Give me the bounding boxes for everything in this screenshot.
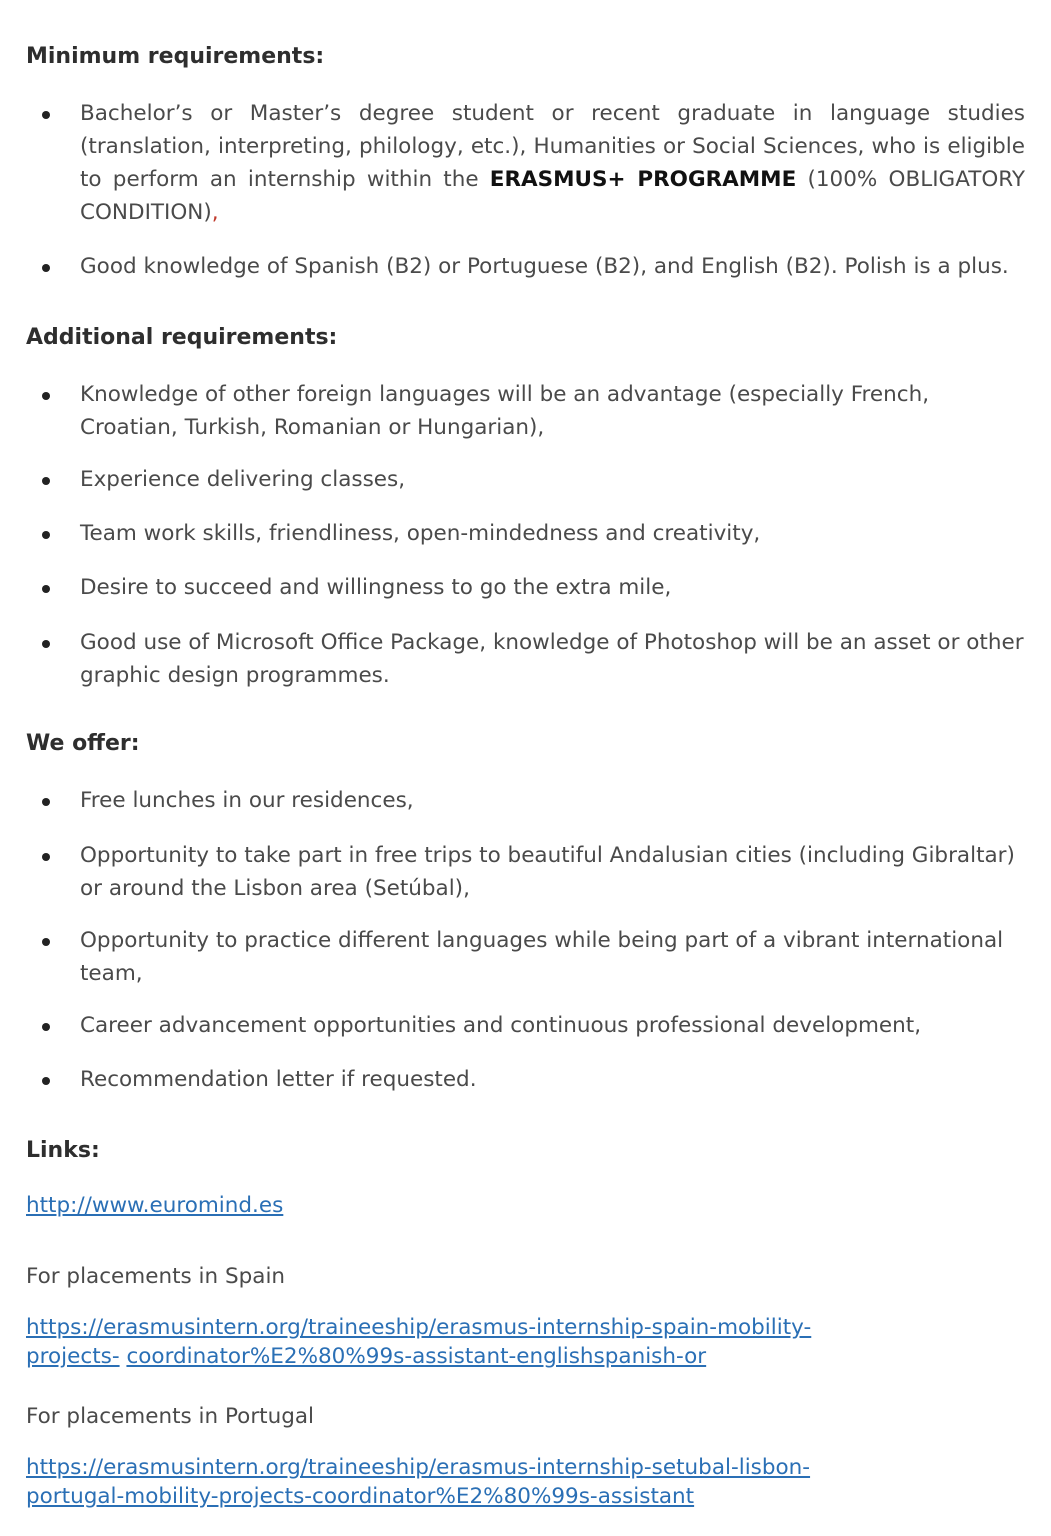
bullet-dot [42,531,50,539]
bullet-dot [42,640,50,648]
portugal-placement-link-line2[interactable]: portugal-mobility-projects-coordinator%E2%80%99s-assistant [26,1484,695,1509]
bullet-dot [42,1023,50,1031]
item-text-cont: (100% OBLIGATORY CONDITION) [80,167,1025,225]
bullet-dot [42,477,50,485]
bullet-dot [42,798,50,806]
minimum-requirements-heading: Minimum requirements: [26,44,325,69]
item-text: Bachelor’s or Master’s degree student or recent graduate in language studies (translation, interpreting, philology, etc.), Humanities or Social Sciences, who is eligible to perform an internship within the [80,101,1025,192]
list-item-erasmus-eligibility [80,97,1025,229]
bullet-dot [42,585,50,593]
list-item-team-work: Team work skills, friendliness, open-mindedness and creativity, [80,521,761,546]
list-item-foreign-languages: Knowledge of other foreign languages will be an advantage (especially French, Croatian, Turkish, Romanian or Hungarian), [80,382,930,440]
list-item-free-lunches: Free lunches in our residences, [80,788,414,813]
list-item-language-knowledge: Good knowledge of Spanish (B2) or Portuguese (B2), and English (B2). Polish is a plus. [80,254,1009,279]
bullet-dot [42,264,50,272]
portugal-placements-label: For placements in Portugal [26,1404,315,1429]
we-offer-heading: We offer: [26,731,140,756]
list-item-desire: Desire to succeed and willingness to go the extra mile, [80,575,672,600]
list-item-practice-languages: Opportunity to practice different languages while being part of a vibrant international team, [80,928,1004,986]
bullet-dot [42,111,50,119]
additional-requirements-heading: Additional requirements: [26,325,338,350]
spain-link-part-a[interactable]: projects- [26,1344,120,1369]
trailing-comma: , [211,200,219,225]
list-item-free-trips: Opportunity to take part in free trips to beautiful Andalusian cities (including Gibraltar) or around the Lisbon area (Setúbal), [80,843,1015,901]
list-item-experience: Experience delivering classes, [80,467,406,492]
spain-placement-link-line2 [26,1342,706,1371]
portugal-placement-link-line1[interactable]: https://erasmusintern.org/traineeship/erasmus-internship-setubal-lisbon- [26,1455,811,1480]
spain-link-part-b[interactable]: coordinator%E2%80%99s-assistant-englishspanish-or [126,1344,707,1369]
list-item-microsoft-office: Good use of Microsoft Office Package, knowledge of Photoshop will be an asset or other graphic design programmes. [80,630,1024,688]
erasmus-programme-bold: ERASMUS+ PROGRAMME [489,167,797,192]
euromind-link[interactable]: http://www.euromind.es [26,1193,284,1218]
list-item-career: Career advancement opportunities and continuous professional development, [80,1013,922,1038]
spain-placement-link-line1[interactable]: https://erasmusintern.org/traineeship/erasmus-internship-spain-mobility- [26,1315,812,1340]
bullet-dot [42,853,50,861]
bullet-dot [42,938,50,946]
bullet-dot [42,392,50,400]
bullet-dot [42,1077,50,1085]
spain-placements-label: For placements in Spain [26,1264,286,1289]
links-heading: Links: [26,1138,100,1163]
list-item-recommendation: Recommendation letter if requested. [80,1067,477,1092]
